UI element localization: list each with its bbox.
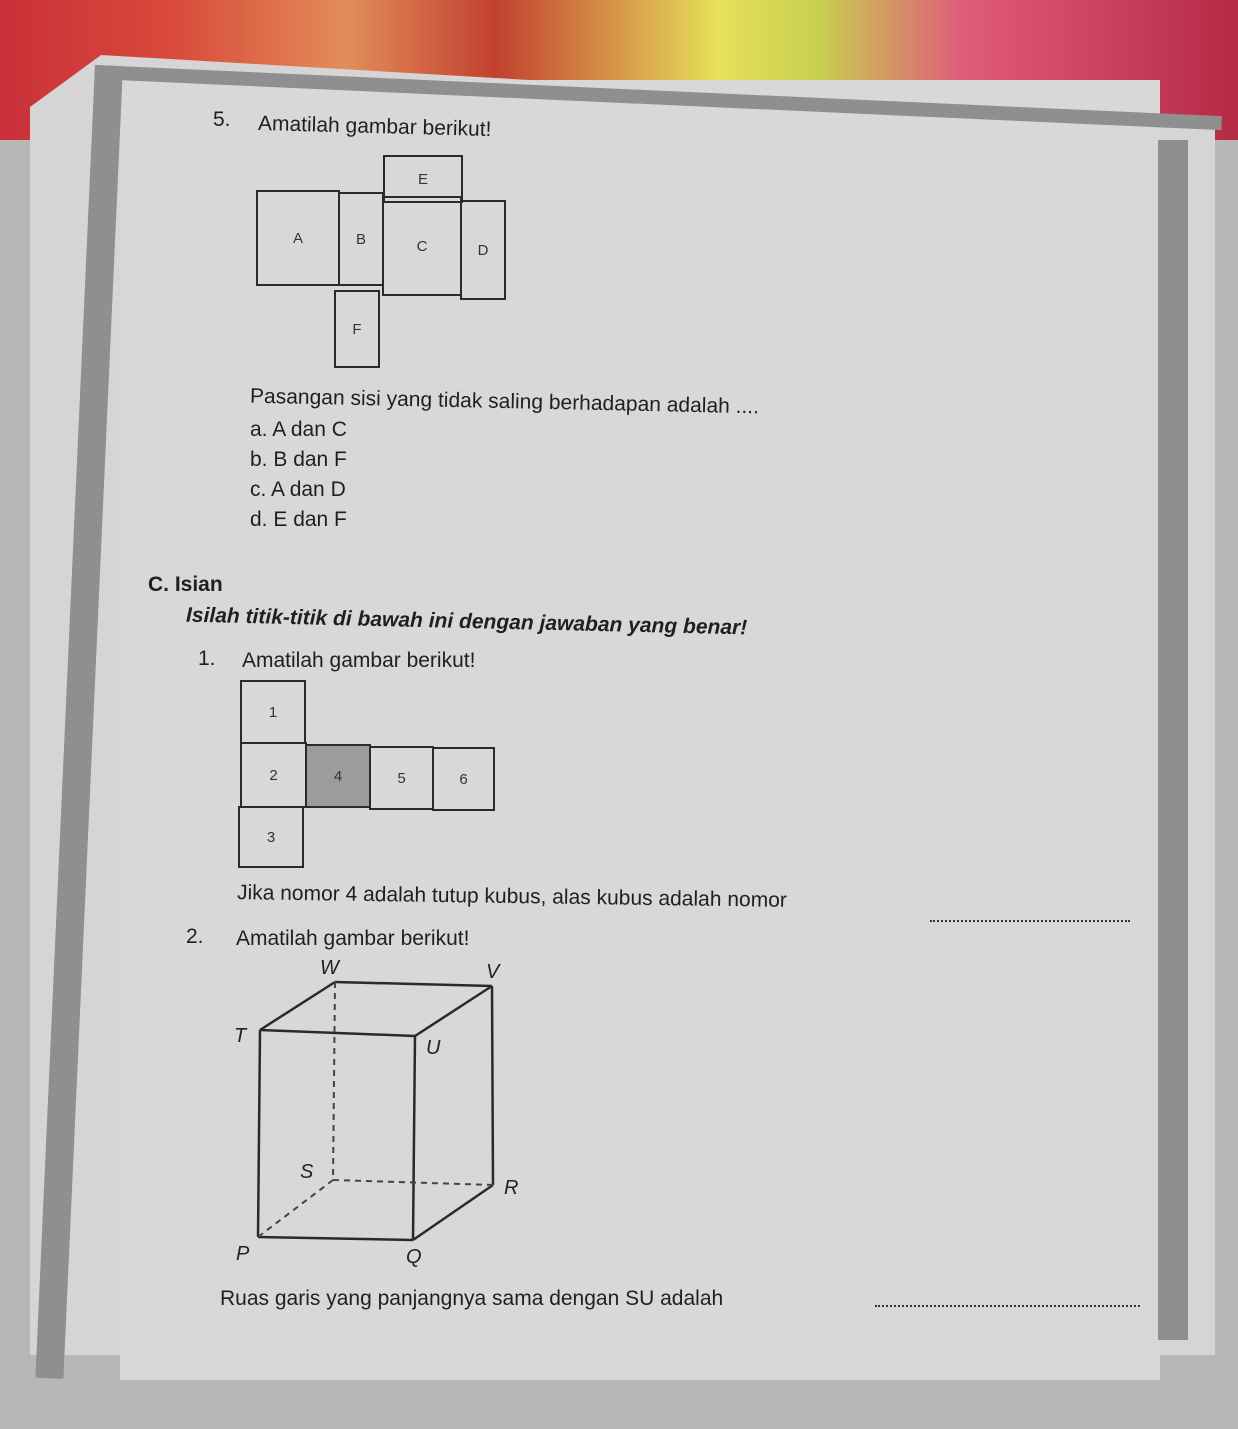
label-t: T	[234, 1025, 247, 1047]
edge-pq	[258, 1237, 413, 1240]
q5-option-a: a. A dan C	[250, 418, 347, 441]
q2-answer-blank[interactable]	[875, 1305, 1140, 1307]
q5-option-b: b. B dan F	[250, 448, 347, 471]
net-face-a: A	[256, 190, 340, 286]
edge-vu	[415, 986, 492, 1036]
edge-sp	[258, 1180, 333, 1237]
net-face-6: 6	[432, 747, 495, 811]
page-border	[35, 65, 1221, 1429]
label-v: V	[486, 961, 500, 983]
q1-prompt: Amatilah gambar berikut!	[242, 649, 476, 672]
q5-number: 5.	[213, 108, 231, 131]
label-r: R	[504, 1177, 519, 1199]
edge-wv	[335, 982, 492, 986]
net-face-e: E	[383, 155, 463, 203]
edge-ws	[333, 982, 335, 1180]
net-face-c: C	[382, 196, 462, 296]
cube-diagram	[220, 950, 540, 1280]
q5-question: Pasangan sisi yang tidak saling berhadapan adalah ....	[249, 384, 760, 419]
q5-prompt: Amatilah gambar berikut!	[257, 111, 492, 142]
page-border-right	[1158, 140, 1188, 1340]
edge-qr	[413, 1185, 493, 1240]
q2-number: 2.	[186, 925, 204, 948]
net-face-f: F	[334, 290, 380, 368]
q1-number: 1.	[198, 647, 216, 670]
net-face-4: 4	[305, 744, 371, 808]
q1-question: Jika nomor 4 adalah tutup kubus, alas kubus adalah nomor	[236, 881, 788, 912]
label-s: S	[300, 1161, 314, 1183]
q2-prompt: Amatilah gambar berikut!	[236, 927, 470, 950]
net-face-d: D	[460, 200, 506, 300]
section-c-heading: C. Isian	[148, 573, 223, 596]
label-w: W	[320, 957, 339, 979]
edge-tp	[258, 1030, 260, 1237]
edge-uq	[413, 1036, 415, 1240]
net-face-2: 2	[240, 742, 307, 808]
edge-vr	[492, 986, 493, 1185]
net-face-b: B	[338, 192, 384, 286]
edge-tu	[260, 1030, 415, 1036]
q5-option-c: c. A dan D	[250, 478, 346, 501]
q5-option-d: d. E dan F	[250, 508, 347, 531]
q2-question: Ruas garis yang panjangnya sama dengan SU adalah	[220, 1287, 724, 1310]
label-q: Q	[406, 1246, 422, 1268]
edge-tw	[260, 982, 335, 1030]
net-face-3: 3	[238, 806, 304, 868]
label-p: P	[236, 1243, 250, 1265]
label-u: U	[426, 1037, 441, 1059]
section-c-instruction: Isilah titik-titik di bawah ini dengan jawaban yang benar!	[185, 603, 748, 640]
net-face-1: 1	[240, 680, 306, 744]
net-face-5: 5	[369, 746, 434, 810]
q1-answer-blank[interactable]	[930, 920, 1130, 922]
